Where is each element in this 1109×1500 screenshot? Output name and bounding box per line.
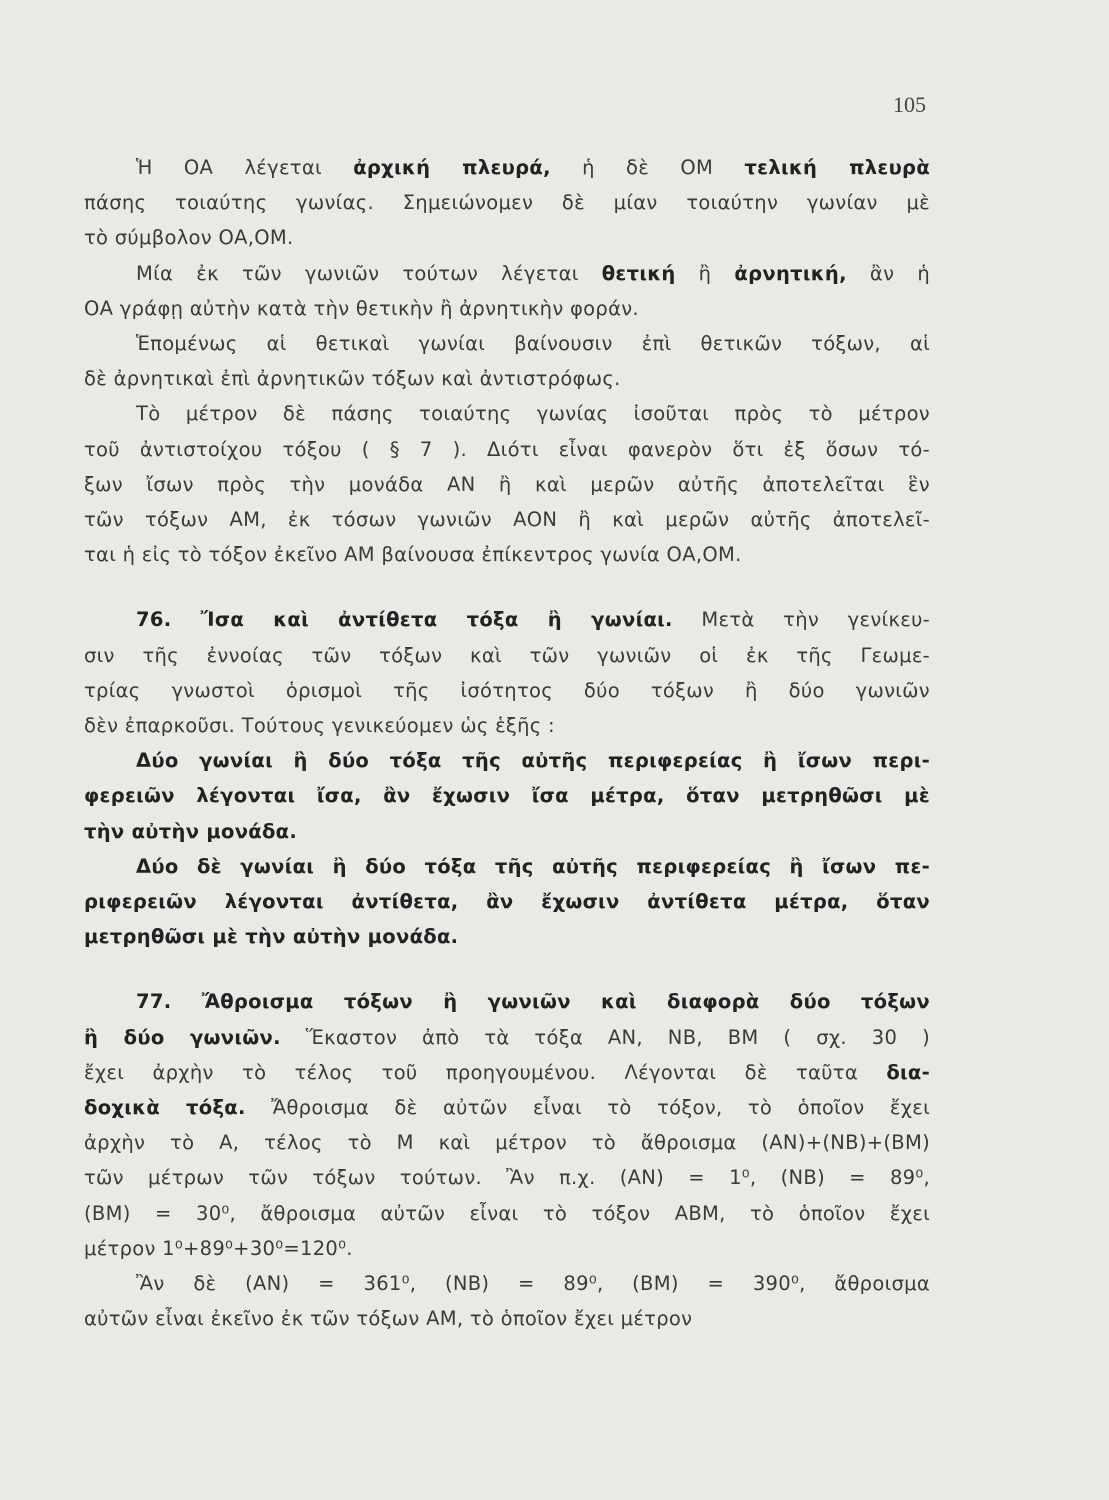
text-run: Τὸ μέτρον δὲ πάσης τοιαύτης γωνίας ἰσοῦται πρὸς τὸ μέτρον xyxy=(136,402,930,426)
text-run: Ἡ ΟΑ λέγεται xyxy=(136,156,354,179)
text-line xyxy=(84,984,930,1019)
bold-text: φερειῶν λέγονται ἴσα, ἂν ἔχωσιν ἴσα μέτρα, ὅταν μετρηθῶσι μὲ xyxy=(84,784,930,808)
text-line xyxy=(84,602,930,637)
text-run: μέτρον 1⁰+89⁰+30⁰=120⁰. xyxy=(84,1236,353,1260)
bold-text: ἢ δύο γωνιῶν. xyxy=(84,1025,281,1049)
paragraph xyxy=(84,396,930,572)
bold-text: τελική πλευρὰ xyxy=(744,156,931,179)
text-run: ἡ δὲ ΟΜ xyxy=(550,156,745,179)
text-run: ἢ xyxy=(675,261,735,285)
text-line xyxy=(84,884,930,919)
text-run: Ἑπομένως αἱ θετικαὶ γωνίαι βαίνουσιν ἐπὶ θετικῶν τόξων, αἱ xyxy=(136,332,930,356)
text-line xyxy=(84,1160,930,1195)
text-run: δὲν ἐπαρκοῦσι. Τούτους γενικεύομεν ὡς ἑξῆς : xyxy=(84,714,555,738)
bold-text: μετρηθῶσι μὲ τὴν αὐτὴν μονάδα. xyxy=(84,925,459,949)
text-run: Ἄθροισμα δὲ αὐτῶν εἶναι τὸ τόξον, τὸ ὁποῖον ἔχει xyxy=(245,1096,930,1120)
page-body xyxy=(84,150,930,1337)
text-run: ἀρχὴν τὸ Α, τέλος τὸ Μ καὶ μέτρον τὸ ἄθροισμα (ΑΝ)+(ΝΒ)+(ΒΜ) xyxy=(84,1131,930,1155)
bold-text: δια- xyxy=(886,1060,930,1084)
text-line xyxy=(84,1055,930,1090)
text-run: τὸ σύμβολον ΟΑ,ΟΜ. xyxy=(84,226,294,250)
text-line xyxy=(84,708,930,743)
text-line xyxy=(84,849,930,884)
bold-text: θετική xyxy=(601,261,676,285)
bold-text: 77. Ἄθροισμα τόξων ἢ γωνιῶν καὶ διαφορὰ δύο τόξων xyxy=(136,990,930,1014)
text-line xyxy=(84,1231,930,1266)
text-line xyxy=(84,673,930,708)
bold-text: ἀρνητική, xyxy=(734,261,847,285)
text-run: ἂν ἡ xyxy=(846,261,930,285)
text-run: ἔχει ἀρχὴν τὸ τέλος τοῦ προηγουμένου. Λέγονται δὲ ταῦτα xyxy=(84,1060,887,1084)
text-line xyxy=(84,1020,930,1055)
paragraph xyxy=(84,849,930,955)
text-run: ΟΑ γράφῃ αὐτὴν κατὰ τὴν θετικὴν ἢ ἀρνητικὴν φοράν. xyxy=(84,296,639,320)
text-run: Ἕκαστον ἀπὸ τὰ τόξα ΑΝ, ΝΒ, ΒΜ ( σχ. 30 ) xyxy=(280,1025,931,1049)
text-run: Μετὰ τὴν γενίκευ- xyxy=(672,608,931,632)
paragraph xyxy=(84,150,930,256)
text-line xyxy=(84,361,930,396)
paragraph xyxy=(84,326,930,396)
bold-text: Δύο δὲ γωνίαι ἢ δύο τόξα τῆς αὐτῆς περιφερείας ἢ ἴσων πε- xyxy=(136,854,930,878)
text-run: Ἂν δὲ (ΑΝ) = 361⁰, (ΝΒ) = 89⁰, (ΒΜ) = 390⁰, ἄθροισμα xyxy=(136,1272,930,1296)
text-line xyxy=(84,1196,930,1231)
bold-text: τὴν αὐτὴν μονάδα. xyxy=(84,819,298,843)
text-line xyxy=(84,1301,930,1336)
text-line xyxy=(84,256,930,291)
text-line xyxy=(84,814,930,849)
text-line xyxy=(84,502,930,537)
text-line xyxy=(84,1266,930,1301)
text-run: πάσης τοιαύτης γωνίας. Σημειώνομεν δὲ μίαν τοιαύτην γωνίαν μὲ xyxy=(84,191,930,215)
text-run: τρίας γνωστοὶ ὁρισμοὶ τῆς ἰσότητος δύο τόξων ἢ δύο γωνιῶν xyxy=(84,678,930,702)
text-run: σιν τῆς ἐννοίας τῶν τόξων καὶ τῶν γωνιῶν οἱ ἐκ τῆς Γεωμε- xyxy=(84,643,930,667)
text-run: ται ἡ εἰς τὸ τόξον ἐκεῖνο ΑΜ βαίνουσα ἐπίκεντρος γωνία ΟΑ,ΟΜ. xyxy=(84,543,742,567)
text-line xyxy=(84,185,930,220)
text-run: αὐτῶν εἶναι ἐκεῖνο ἐκ τῶν τόξων ΑΜ, τὸ ὁποῖον ἔχει μέτρον xyxy=(84,1307,693,1331)
text-run: τοῦ ἀντιστοίχου τόξου ( § 7 ). Διότι εἶναι φανερὸν ὅτι ἐξ ὅσων τό- xyxy=(84,437,930,461)
text-run: (ΒΜ) = 30⁰, ἄθροισμα αὐτῶν εἶναι τὸ τόξον ΑΒΜ, τὸ ὁποῖον ἔχει xyxy=(84,1201,930,1225)
text-line xyxy=(84,150,930,185)
text-line xyxy=(84,919,930,954)
paragraph xyxy=(84,256,930,326)
text-line xyxy=(84,396,930,431)
text-line xyxy=(84,326,930,361)
paragraph xyxy=(84,743,930,849)
paragraph xyxy=(84,1266,930,1336)
paragraph xyxy=(84,984,930,1266)
bold-text: Δύο γωνίαι ἢ δύο τόξα τῆς αὐτῆς περιφερείας ἢ ἴσων περι- xyxy=(136,749,930,773)
text-run: τῶν μέτρων τῶν τόξων τούτων. Ἂν π.χ. (ΑΝ) = 1⁰, (ΝΒ) = 89⁰, xyxy=(84,1166,930,1190)
text-run: τῶν τόξων ΑΜ, ἐκ τόσων γωνιῶν ΑΟΝ ἢ καὶ μερῶν αὐτῆς ἀποτελεῖ- xyxy=(84,508,930,532)
text-line xyxy=(84,1090,930,1125)
text-line xyxy=(84,638,930,673)
text-line xyxy=(84,743,930,778)
bold-text: δοχικὰ τόξα. xyxy=(84,1096,246,1120)
text-run: ξων ἴσων πρὸς τὴν μονάδα ΑΝ ἢ καὶ μερῶν αὐτῆς ἀποτελεῖται ἓν xyxy=(84,472,930,496)
text-line xyxy=(84,1125,930,1160)
bold-text: ἀρχική πλευρά, xyxy=(353,156,551,179)
page-number: 105 xyxy=(893,92,926,117)
text-line xyxy=(84,432,930,467)
text-line xyxy=(84,537,930,572)
text-run: Μία ἐκ τῶν γωνιῶν τούτων λέγεται xyxy=(136,261,602,285)
paragraph xyxy=(84,602,930,743)
text-run: δὲ ἀρνητικαὶ ἐπὶ ἀρνητικῶν τόξων καὶ ἀντιστρόφως. xyxy=(84,367,621,391)
text-line xyxy=(84,291,930,326)
text-line xyxy=(84,778,930,813)
text-line xyxy=(84,220,930,255)
bold-text: 76. Ἴσα καὶ ἀντίθετα τόξα ἢ γωνίαι. xyxy=(136,608,673,632)
text-line xyxy=(84,467,930,502)
bold-text: ριφερειῶν λέγονται ἀντίθετα, ἂν ἔχωσιν ἀντίθετα μέτρα, ὅταν xyxy=(84,890,930,914)
